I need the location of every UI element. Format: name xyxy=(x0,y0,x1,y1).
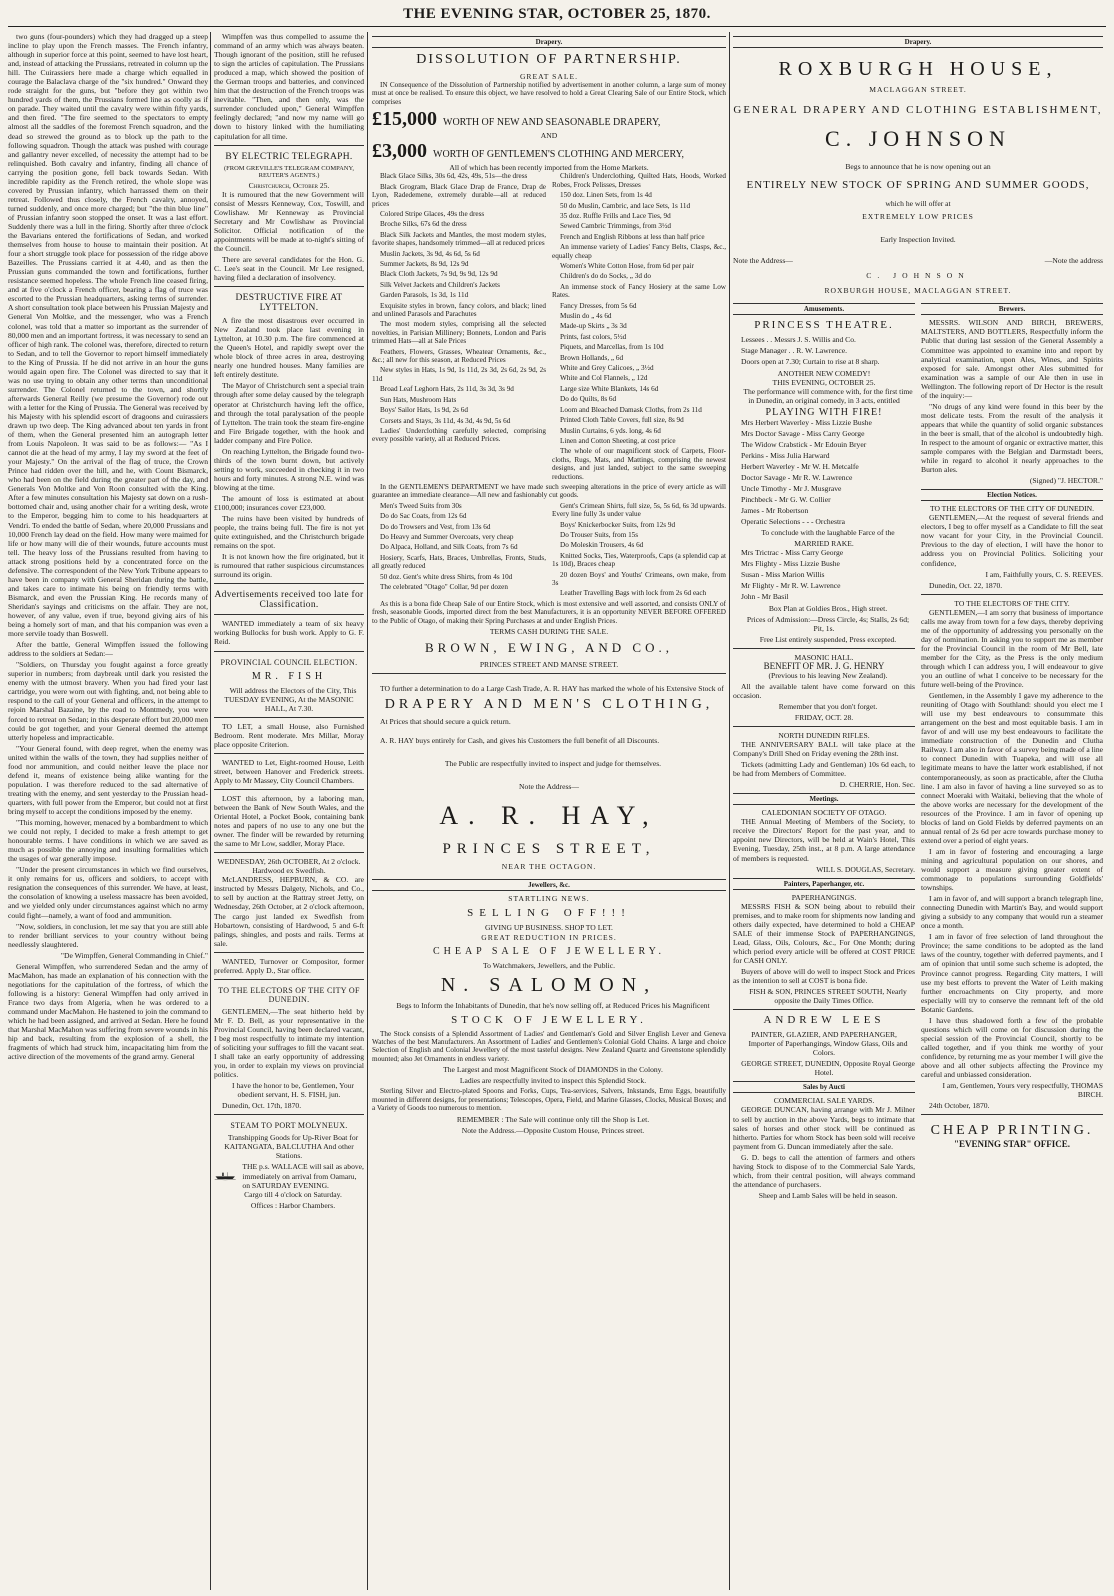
ad-date: Dunedin, Oct. 22, 1870. xyxy=(929,580,1003,590)
price-list-left xyxy=(372,172,546,483)
price-item: Piquets, and Marcellas, from 1s 10d xyxy=(560,343,664,352)
classified-ad: McLANDRESS, HEPBURN, & CO. are instructed by Messrs Dalgety, Nichols, and Co., to sell by auction at the Rattray street Jetty, on Wednesday, 26th October, at 2 o'clock afternoon, The cargo just landed ex Swedfish from Hobartown, consisting of Hardwood, 5 and 6-ft palings, shingles, and posts and rails. Terms at sale. xyxy=(214,875,364,948)
section-subheading: (FROM GREVILLE'S TELEGRAM COMPANY, REUTER'S AGENTS.) xyxy=(224,164,354,179)
article-paragraph: There are several candidates for the Hon. G. C. Lee's seat in the Council. Mr Lee resigned, having filed a declaration of insolvency. xyxy=(214,254,364,283)
price-item: Large size White Blankets, 14s 6d xyxy=(560,384,659,393)
ad-paragraph: A. R. HAY buys entirely for Cash, and gives his Customers the full benefit of all Discounts. xyxy=(380,736,660,746)
hay-name: A. R. HAY, xyxy=(439,801,659,831)
steamer-ad xyxy=(214,1162,364,1189)
classified-ad: Transhipping Goods for Up-River Boat for KAITANGATA, BALCLUTHA And other Stations. xyxy=(224,1133,359,1161)
ad-heading: DISSOLUTION OF PARTNERSHIP. xyxy=(416,52,682,67)
ad-paragraph: REMEMBER : The Sale will continue only till the Shop is Let. xyxy=(456,1114,650,1124)
ad-heading: BENEFIT OF MR. J. G. HENRY xyxy=(763,660,885,671)
brewers-elections-subcolumn xyxy=(921,299,1103,1202)
amount-text: WORTH OF GENTLEMEN'S CLOTHING AND MERCERY, xyxy=(433,149,685,161)
price-item: Children's do do Socks, „ 3d do xyxy=(560,272,651,281)
cast-line: Susan - Miss Marion Willis xyxy=(741,570,825,580)
cast-line: The Widow Crabstick - Mr Edouin Bryer xyxy=(741,439,867,449)
price-item: Do Alpaca, Holland, and Silk Coats, from 7s 6d xyxy=(380,543,518,552)
price-item: Summer Jackets, 8s 9d, 12s 9d xyxy=(380,260,469,269)
salomon-name: N. SALOMON, xyxy=(440,973,658,996)
firm-name: BROWN, EWING, AND CO., xyxy=(425,640,673,656)
column-divider xyxy=(210,32,211,1590)
divider xyxy=(214,979,364,980)
masthead-rule xyxy=(8,26,1106,27)
ad-line: Remember that you don't forget. xyxy=(778,701,878,711)
ad-paragraph: At Prices that should secure a quick return. xyxy=(380,717,511,727)
ad-paragraph: I have thus shadowed forth a few of the probable questions which will come on for discussion during the special session of the Provincial Council, shortly to be called together, and if you think me worthy of your confidence, by returning me as your member I will give the above and all other subjects affecting the Province my careful and unbiassed consideration. xyxy=(921,1015,1103,1080)
column-divider xyxy=(729,32,730,1590)
johnson-name: C. JOHNSON xyxy=(825,126,1011,152)
price-item: Black Glace Silks, 30s 6d, 42s, 49s, 51s—the dress xyxy=(380,172,528,181)
ad-line: GEORGE STREET, DUNEDIN, Opposite Royal George Hotel. xyxy=(741,1059,915,1078)
lower-columns xyxy=(733,299,1103,1202)
ad-address: MACLAGGAN STREET. xyxy=(869,85,967,94)
divider xyxy=(214,1114,364,1115)
ad-paragraph: GEORGE DUNCAN, having arrange with Mr J. Milner to sell by auction in the above Yards, begs to intimate that sales of horses and other stock will be continued as hitherto. Parties for whom Stock has been sold will receive payment from G. Duncan immediately after the sale. xyxy=(733,1105,915,1151)
cast-line: James - Mr Robertson xyxy=(741,506,809,516)
cast-line: John - Mr Basil xyxy=(741,592,789,602)
article-paragraph: Wimpffen was thus compelled to assume the command of an army which was always beaten. Though ignorant of the position, still he refused to sign the articles of capitulation. The Prussians produced a map, which showed the position of the German troops and batteries, and convinced him that the destruction of the French troops was inevitable. "Then, and then only, was the surrender concluded upon," General Wimpffen feelingly declared; "and now my name will go down to history linked with the humiliating capitulation for all time. xyxy=(214,32,364,141)
ad-terms: TERMS CASH DURING THE SALE. xyxy=(489,627,609,637)
classified-ad: Will address the Electors of the City, This TUESDAY EVENING, At the MASONIC HALL, At 7.30. xyxy=(224,685,357,713)
classified-ad: LOST this afternoon, by a laboring man, between the Bank of New South Wales, and the Oriental Hotel, a Pocket Book, containing bank notes and papers of no use to any one but the owner. The finder will be rewarded by returning the same to Mr Low, saddler, Moray Place. xyxy=(214,793,364,849)
price-item: Muslin Curtains, 6 yds. long, 4s 6d xyxy=(560,426,661,435)
ad-heading: PROVINCIAL COUNCIL ELECTION. xyxy=(220,657,358,667)
ad-paragraph: GENTLEMEN,—I am sorry that business of importance calls me away from town for a few days, thereby depriving me of the opportunity of addressing you personally on the day of nomination. In asking you to support me as member for the Provincial Council in the room of Mr Bell, late member for the City, as the Press is the only medium through which I can address you, I will endeavour to give you an outline of what I conceive to be necessary for the future well-being of the Province. xyxy=(921,607,1103,690)
price-item: Do Moleskin Trousers, 4s 6d xyxy=(560,541,644,550)
article-paragraph: It is not known how the fire originated, but it is rumoured that rather suspicious circumstances surround its origin. xyxy=(214,552,364,580)
cast-line: Perkins - Miss Julia Harward xyxy=(741,450,830,460)
article-paragraph: "Under the present circumstances in which we find ourselves, it only remains for us, officers and soldiers, to accept with resignation the consequences of this surrender. We have, at least, the consolation of knowing a useless massacre has been avoided, and we yielded only under circumstances against which no army could fight—namely, a want of food and ammunition. xyxy=(8,865,208,920)
price-item: Prints, fast colors, 5½d xyxy=(560,332,627,341)
column-divider xyxy=(367,32,368,1590)
price-item: 50 doz. Gent's white dress Shirts, from 4s 10d xyxy=(380,572,513,581)
price-item: Garden Parasols, 1s 3d, 1s 11d xyxy=(380,291,469,300)
ad-date: 24th October, 1870. xyxy=(929,1101,990,1111)
price-item: Ladies' Underclothing carefully selected, comprising every possible variety, all at Reduced Prices. xyxy=(372,426,546,444)
price-item: An immense stock of Fancy Hosiery at the same Low Rates. xyxy=(552,282,726,300)
ad-paragraph: All the available talent have come forward on this occasion. xyxy=(733,681,915,700)
amount: £3,000 xyxy=(372,140,427,163)
dateline: Christchurch, October 25. xyxy=(248,180,330,190)
column-war-news xyxy=(8,32,208,1590)
price-item: 50 do Muslin, Cambric, and lace Sets, 1s 11d xyxy=(560,201,691,210)
price-item: 35 doz. Ruffle Frills and Lace Ties, 9d xyxy=(560,211,671,220)
ad-paragraph: Buyers of above will do well to inspect Stock and Prices as the intention to sell at COST is bona fide. xyxy=(733,967,915,986)
article-paragraph: "Your General found, with deep regret, when the enemy was united within the walls of the town, they had supplies neither of food nor ammunition, and could neither leave the place nor defend it, means of existence being alike wanting for the population. I was therefore reduced to the sad alternative of treating with the enemy, and sent yesterday to the Prussian head-quarters, with full power from the Emperor, but could not at first bring myself to accept the conditions imposed by the enemy. xyxy=(8,743,208,816)
ad-line: Stage Manager . . R. W. Lawrence. xyxy=(741,346,848,356)
cast-line: Mrs Trictrac - Miss Carry George xyxy=(741,548,844,558)
ad-paragraph: As this is a bona fide Cheap Sale of our Entire Stock, which is most extensive and well assorted, and consists ONLY of fresh, seasonable Goods, imported direct from the best Manufacturers, it is an opportunity NEVER BEFORE OFFERED to the Public of Otago, of making their Spring Purchases at and under English Prices. xyxy=(372,599,726,625)
cast-line: Mrs Herbert Waverley - Miss Lizzie Bushe xyxy=(741,417,872,427)
roxburgh-name: ROXBURGH HOUSE, xyxy=(778,58,1058,80)
price-item: 150 doz. Linen Sets, from 1s 4d xyxy=(560,191,652,200)
classified-ad: WANTED to Let, Eight-roomed House, Leith street, between Hanover and Frederick streets. Apply to Mr Massey, City Council Chambers. xyxy=(214,757,364,785)
price-item: Broad Leaf Leghorn Hats, 2s 11d, 3s 3d, 3s 9d xyxy=(380,385,514,394)
price-item: Boys' Sailor Hats, 1s 9d, 2s 6d xyxy=(380,406,468,415)
ad-paragraph: The Public are respectfully invited to inspect and judge for themselves. xyxy=(444,759,662,769)
ad-signature: (Signed) "J. HECTOR." xyxy=(1029,476,1103,486)
ad-date: Dunedin, Oct. 17th, 1870. xyxy=(222,1101,302,1111)
divider xyxy=(214,583,364,584)
ad-line: Box Plan at Goldies Bros., High street. xyxy=(768,603,888,613)
ad-line: (Previous to his leaving New Zealand). xyxy=(768,670,888,680)
ad-paragraph: MESSRS FISH & SON being about to rebuild their premises, and to make room for shipments now landing and others daily expected, have determined to hold a CHEAP SALE of their immense Stock of PAPERHANGINGS, Lead, Glass, Oils, Colours, &c., For One Month; during which period every article will be offered at COST PRICE for CASH ONLY. xyxy=(733,901,915,965)
price-list xyxy=(372,172,726,483)
ad-heading: GENERAL DRAPERY AND CLOTHING ESTABLISHMENT, xyxy=(733,104,1103,117)
section-label: Amusements. xyxy=(733,303,915,315)
ad-signature: I am, Faithfully yours, C. S. REEVES. xyxy=(985,569,1103,579)
johnson-name-small: C. JOHNSON xyxy=(866,271,970,281)
section-label: Brewers. xyxy=(921,303,1103,315)
ad-heading: CALEDONIAN SOCIETY OF OTAGO. xyxy=(761,808,887,818)
ad-subheading: To Watchmakers, Jewellers, and the Public. xyxy=(483,960,615,970)
ad-paragraph: "No drugs of any kind were found in this beer by the most delicate tests. From the result of the analysis it appears that while the quantity of solid organic substances in the beer is small, that of the alcohol is undoubtedly high. In respect to the amount of organic or extractive matter, this sample compares with the Belgian and Darmstadt beers, while in regard to alcohol it nearly approaches to the Burton ales. xyxy=(921,401,1103,475)
divider xyxy=(214,145,364,146)
ad-paragraph: The performance will commence with, for the first time in Dunedin, an original comedy, in 3 acts, entitled xyxy=(743,386,913,405)
note-address-line xyxy=(733,256,1103,265)
ad-paragraph: Gentlemen, in the Assembly I gave my adherence to the reuniting of Otago with Southland: should you elect me I will use my best endeavours to consummate this arrangement on the best and most equitable basis. I am in favor of and will use my best endeavours to facilitate the immediate construction of the Dunedin and Clutha Railway. I am also in favor of a survey being made of a line to connect Dunedin with Tuapeka, and will use all legitimate means to have the latter work established, if not contemporaneously, as soon as practicable, after the Clutha line. I am also in favor of having a line surveyed so as to connect Moeraki with Waitaki, believing that the whole of the above works are necessary for the development of the resources of the Province. I am in favor of opening up blocks of land on Gold Fields by deferred payments on an annual rental of 2s 6d per acre towards purchase money to extend over a period of eight years. xyxy=(921,691,1103,845)
ad-line: Importer of Paperhangings, Window Glass, Oils and Colors. xyxy=(748,1039,908,1058)
ad-paragraph: THE ANNIVERSARY BALL will take place at the Company's Drill Shed on Friday evening the 28th inst. xyxy=(733,740,915,759)
article-paragraph: "Soldiers, on Thursday you fought against a force greatly superior in numbers; from daybreak until dark you resisted the enemy with the utmost bravery. When you had fired your last cartridge, you were worn out with fighting, and, not being able to respond to the call of your General and officers, in the attempt to rejoin Marshal Bazaine, by the road to Montmedy, you were forced to retreat on Sedan; in this desperate effort but 20,000 men could be got together, and your General deemed the attempt utterly hopeless and impracticable. xyxy=(8,660,208,742)
firm-address: PRINCES STREET AND MANSE STREET. xyxy=(479,660,619,670)
price-item: Made-up Skirts „ 3s 3d xyxy=(560,322,627,331)
article-paragraph: General Wimpffen, who surrendered Sedan and the army of MacMahon, has made an explanation of his connection with the negotiations for the capitulation of the fortress, of which the following is a history: General Wimpffen had only arrived in France two days from Algeria, when he was ordered to a command under MacMahon. He hastened to join the command to which he had been assigned, and arrived at Sedan. Here he found that Marshal MacMahon was suffering from severe wounds in his hip and back, resulting from the explosion of a shell, the fragments of which had struck him, incapacitating him from the active direction of the movements of the grand army. General xyxy=(8,961,208,1062)
cast-line: Operatic Selections - - - Orchestra xyxy=(741,517,845,527)
ad-subheading: "EVENING STAR" OFFICE. xyxy=(953,1139,1071,1150)
divider xyxy=(214,651,364,652)
ad-paragraph: which he will offer at xyxy=(885,199,951,209)
article-paragraph: The ruins have been visited by hundreds of people, the trains being full. The fire is not yet quite extinguished, and the Christchurch brigade remains on the spot. xyxy=(214,514,364,551)
article-paragraph: On reaching Lyttelton, the Brigade found two-thirds of the town burnt down, but actively setting to work, succeeded in checking it in two hours and forty minutes. A strong N.E. wind was blowing at the time. xyxy=(214,446,364,492)
ad-heading: ENTIRELY NEW STOCK OF SPRING AND SUMMER GOODS, xyxy=(746,179,1090,192)
ad-heading: CHEAP PRINTING. xyxy=(930,1123,1094,1139)
cast-line: Herbert Waverley - Mr W. H. Metcalfe xyxy=(741,461,859,471)
divider xyxy=(372,673,726,674)
ad-heading: DRAPERY AND MEN'S CLOTHING, xyxy=(384,697,714,713)
price-item: Fancy Dresses, from 5s 6d xyxy=(560,301,637,310)
ad-note: All of which has been recently imported from the Home Markets. xyxy=(449,163,649,173)
ad-heading: SELLING OFF!!! xyxy=(467,907,631,920)
ad-signature: I have the honor to be, Gentlemen, Your obedient servant, H. S. FISH, jun. xyxy=(232,1081,354,1100)
price-item: Printed Cloth Table Covers, full size, 8s 9d xyxy=(560,416,684,425)
divider xyxy=(214,789,364,790)
article-signature: "De Wimpffen, General Commanding in Chief." xyxy=(60,950,208,960)
cast-line: Mrs Doctor Savage - Miss Carry George xyxy=(741,428,865,438)
hay-near: NEAR THE OCTAGON. xyxy=(501,862,597,872)
divider xyxy=(921,594,1103,595)
cast-line: Doctor Savage - Mr R. W. Lawrence xyxy=(741,472,853,482)
gents-price-list xyxy=(372,502,726,600)
price-item: Colored Stripe Glaces, 49s the dress xyxy=(380,209,485,218)
ad-paragraph: Begs to announce that he is now opening out an xyxy=(845,162,991,172)
cast-line: Mr Flighty - Mr R. W. Lawrence xyxy=(741,581,841,591)
auction-subheading: Hardwood ex Swedfish. xyxy=(252,866,326,876)
classified-ad: WANTED, Turnover or Compositor, former preferred. Apply D., Star office. xyxy=(214,956,364,975)
section-heading: BY ELECTRIC TELEGRAPH. xyxy=(225,151,353,162)
price-item: Brown Hollands, „ 6d xyxy=(560,353,624,362)
section-label: Jewellers, &c. xyxy=(372,879,726,891)
ad-signature: D. CHERRIE, Hon. Sec. xyxy=(839,780,915,790)
price-item: Black Grogram, Black Glace Drap de France, Drap de Lyon, Radedemene, extremely durable—all at reduced prices xyxy=(372,182,546,208)
price-item: Loom and Bleached Damask Cloths, from 2s 11d xyxy=(560,405,702,414)
play-title: MARRIED RAKE. xyxy=(794,539,854,549)
amount-text: WORTH OF NEW AND SEASONABLE DRAPERY, xyxy=(443,117,661,129)
price-item: Feathers, Flowers, Grasses, Wheatear Ornaments, &c., &c.; all new for this season, at Reduced Prices xyxy=(372,347,546,365)
classified-ad: Offices : Harbor Chambers. xyxy=(250,1200,336,1210)
ad-address: ROXBURGH HOUSE, MACLAGGAN STREET. xyxy=(824,286,1012,296)
price-item: The most modern styles, comprising all the selected novelties, in Parisian Millinery; Bonnets, London and Paris trimmed Hats—all at Sale Prices xyxy=(372,320,546,346)
article-paragraph: After the battle, General Wimpffen issued the following address to the soldiers at Sedan:— xyxy=(8,640,208,659)
section-label: Meetings. xyxy=(733,793,915,805)
divider xyxy=(214,286,364,287)
ad-heading: PAPERHANGINGS. xyxy=(791,892,857,902)
ad-paragraph: TO further a determination to do a Large Cash Trade, A. R. HAY has marked the whole of his Extensive Stock of xyxy=(380,684,724,694)
ad-subheading: GIVING UP BUSINESS. SHOP TO LET. xyxy=(485,923,613,933)
ad-heading: STARTLING NEWS. xyxy=(508,894,590,904)
section-label: Drapery. xyxy=(733,36,1103,48)
ad-heading: COMMERCIAL SALE YARDS. xyxy=(773,1096,875,1106)
ad-heading: ANOTHER NEW COMEDY! xyxy=(777,368,871,378)
ad-paragraph: MESSRS. WILSON AND BIRCH, BREWERS, MALTSTERS, AND BOTTLERS, Respectfully inform the Public that during last session of the General Assembly a Committee was appointed to examine into and report by analytical examination, upon Ales, Wines, and Spirits exposed for sale. Amongst other Ales submitted for examination was a sample of our Ale then in use in Wellington. The following report of Dr Hector is the result of the inquiry:— xyxy=(921,318,1103,400)
price-item: Boys' Knickerbocker Suits, from 12s 9d xyxy=(560,520,676,529)
ad-heading: MASONIC HALL. xyxy=(794,652,854,662)
ad-paragraph: Tickets (admitting Lady and Gentleman) 10s 6d each, to be had from Members of Committee. xyxy=(733,760,915,779)
ad-heading: CHEAP SALE OF JEWELLERY. xyxy=(432,945,666,957)
price-item: Exquisite styles in brown, fancy colors, and black; lined and unlined Parasols and Parachutes xyxy=(372,301,546,319)
price-item: An immense variety of Ladies' Fancy Belts, Clasps, &c., equally cheap xyxy=(552,243,726,260)
ad-paragraph: In the GENTLEMEN'S DEPARTMENT we have made such sweeping alterations in the price of every article as will guarantee an immediate clearance—All new and fashionably cut goods. xyxy=(372,482,726,500)
ad-line: Sheep and Lamb Sales will be held in season. xyxy=(758,1190,898,1200)
ad-paragraph: THE Annual Meeting of Members of the Society, to receive the Directors' Report for the past year, and to appoint new Directors, will be held at Wain's Hotel, This Evening, Tuesday, 25th inst., at 8 p.m. A large attendance of members is requested. xyxy=(733,817,915,863)
ad-signature: FISH & SON, PRINCES STREET SOUTH, Nearly opposite the Daily Times Office. xyxy=(749,987,907,1006)
amount-line xyxy=(372,140,726,163)
ad-heading: THIS EVENING, OCTOBER 25. xyxy=(772,377,876,387)
masthead: THE EVENING STAR, OCTOBER 25, 1870. xyxy=(403,6,711,22)
article-paragraph: A fire the most disastrous ever occurred in New Zealand took place last evening in Lyttelton, at 10.30 p.m. The fire commenced at the Queen's Hotel, and rapidly swept over the whole block of three acres in area, destroying nearly one hundred houses. Many families are left entirely destitute. xyxy=(214,316,364,380)
price-item: The whole of our magnificent stock of Carpets, Floor-cloths, Rugs, Mats, and Mattings, comprising the newest designs, and just landed, subject to the same sweeping reductions. xyxy=(552,447,726,481)
ad-paragraph: GENTLEMEN,—At the request of several friends and electors, I beg to offer myself as a Candidate to fill the seat now vacant for your City, in the Provincial Council. Previous to the day of election, I will have the honor to address you on Provincial Politics. Soliciting your confidence, xyxy=(921,513,1103,568)
article-paragraph: The Mayor of Christchurch sent a special train through after some delay caused by the telegraph operator at Christchurch having left the office, and through the total paralysation of the people of Lyttelton. The train took the steam fire-engine and Fire Brigade together, with the hook and ladder company and Fire Police. xyxy=(214,381,364,445)
ad-subheading: PAINTER, GLAZIER, AND PAPERHANGER, xyxy=(751,1030,897,1040)
classified-ad: WANTED immediately a team of six heavy working Bullocks for bush work. Apply to G. F. Reid. xyxy=(214,619,364,647)
divider xyxy=(733,1009,915,1010)
ad-heading: PRINCESS THEATRE. xyxy=(754,319,894,332)
conjunction: AND xyxy=(540,131,558,141)
price-item: Sewed Cambric Trimmings, from 3½d xyxy=(560,222,672,231)
ad-heading: NORTH DUNEDIN RIFLES. xyxy=(778,731,870,741)
divider xyxy=(214,717,364,718)
price-item: Women's White Cotton Hose, from 6d per pair xyxy=(560,262,694,271)
divider xyxy=(214,952,364,953)
price-item: Gent's Crimean Shirts, full size, 5s, 5s 6d, 6s 3d upwards. Every line fully 3s under value xyxy=(552,501,726,519)
ad-heading: ANDREW LEES xyxy=(763,1014,885,1027)
price-item: Do do Trowsers and Vest, from 13s 6d xyxy=(380,522,491,531)
price-list-right xyxy=(552,172,726,483)
ad-paragraph: Early Inspection Invited. xyxy=(880,235,956,245)
ad-heading: STEAM TO PORT MOLYNEUX. xyxy=(230,1121,348,1131)
price-item: Linen and Cotton Sheeting, at cost price xyxy=(560,436,676,445)
price-item: Hosiery, Scarfs, Hats, Braces, Umbrellas, Fronts, Studs, all greatly reduced xyxy=(372,553,546,571)
column-drapery-jewellery xyxy=(372,32,726,1590)
ad-heading: TO THE ELECTORS OF THE CITY OF DUNEDIN. xyxy=(218,985,360,1004)
section-heading: DESTRUCTIVE FIRE AT LYTTELTON. xyxy=(235,293,343,314)
ad-subheading: GREAT REDUCTION IN PRICES. xyxy=(481,932,617,942)
ad-paragraph: Ladies are respectfully invited to inspect this Splendid Stock. xyxy=(459,1076,647,1086)
auction-date: WEDNESDAY, 26th OCTOBER, At 2 o'clock. xyxy=(217,857,361,867)
article-paragraph: "This morning, however, menaced by a bombardment to which we could not reply, I decided to make a fresh attempt to get honourable terms. I have conditions in which we are saved as much as possible the annoying and insulting formalities which the usages of war generally impose. xyxy=(8,818,208,864)
note-address-right: —Note the address xyxy=(1044,256,1103,266)
ad-heading: TO THE ELECTORS OF THE CITY. xyxy=(954,598,1070,608)
price-item: Silk Velvet Jackets and Children's Jackets xyxy=(380,280,500,289)
price-item: Do do Quilts, 8s 6d xyxy=(560,395,617,404)
ad-intro: IN Consequence of the Dissolution of Partnership notified by advertisement in another column, a large sum of money must at once be realised. To ensure this object, we have resolved to hold a Great Clearing Sale of our Entire Stock, which comprises xyxy=(372,81,726,106)
ad-signature: I am, Gentlemen, Yours very respectfully, THOMAS BIRCH. xyxy=(942,1081,1103,1100)
ad-paragraph: Note the Address.—Opposite Custom House, Princes street. xyxy=(461,1125,645,1135)
section-heading: Advertisements received too late for Classification. xyxy=(214,590,364,611)
article-paragraph: It is rumoured that the new Government will consist of Messrs Kenneway, Cox, Toswill, and Cowlishaw. Mr Kenneway as Provincial Secretary and Mr Cowlishaw as Provincial Solicitor. Official notification of the appointments will be made at to-night's sitting of the Council. xyxy=(214,189,364,253)
section-label: Drapery. xyxy=(372,36,726,48)
amount: £15,000 xyxy=(372,108,437,131)
section-label: Painters, Paperhanger, etc. xyxy=(733,878,915,890)
section-label: Sales by Aucti xyxy=(733,1081,915,1093)
price-item: Corsets and Stays, 3s 11d, 4s 3d, 4s 9d, 5s 6d xyxy=(380,416,511,425)
ad-line: Doors open at 7.30; Curtain to rise at 8 sharp. xyxy=(741,357,880,367)
steamer-icon xyxy=(214,1165,236,1187)
classified-ad: TO LET, a small House, also Furnished Bedroom. Rent moderate. Mrs Millar, Moray place opposite Criterion. xyxy=(214,721,364,749)
divider xyxy=(733,648,915,649)
ad-line: Free List entirely suspended, Press excepted. xyxy=(759,634,897,644)
price-item: Do Trouser Suits, from 15s xyxy=(560,530,639,539)
price-item: Sun Hats, Mushroom Hats xyxy=(380,395,457,404)
price-item: Do do Sac Coats, from 12s 6d xyxy=(380,512,467,521)
ad-heading: TO THE ELECTORS OF THE CITY OF DUNEDIN. xyxy=(929,504,1095,514)
ad-paragraph: Sterling Silver and Electro-plated Spoons and Forks, Cups, Tea-services, Salvers, Inkstands, Emu Eggs, beautifully mounted in different designs, for presentations; Telescopes, Opera, Field, and Marine Glasses, Clocks, Musical Boxes; and a Variety of Goods too numerous to mention. xyxy=(372,1087,726,1113)
price-item: Muslin Jackets, 3s 9d, 4s 6d, 5s 6d xyxy=(380,249,480,258)
price-item: Black Silk Jackets and Mantles, the most modern styles, favorite shapes, handsomely trimmed—all at reduced prices xyxy=(372,230,546,248)
price-item: Knitted Socks, Ties, Waterproofs, Caps (a splendid cap at 1s 10d), Braces cheap xyxy=(552,551,726,569)
ad-heading: STOCK OF JEWELLERY. xyxy=(451,1013,647,1026)
ad-paragraph: The Stock consists of a Splendid Assortment of Ladies' and Gentleman's Gold and Silver English Lever and Geneva Watches of the best Manufacturers. An Assortment of Ladies' and Gentlemen's Colonial Gold Chains. A large and choice Selection of English and Colonial Jewellery of the most tasteful designs. New Zealand Quartz and Greenstone splendidly mounted; also Jet Ornaments in endless variety. xyxy=(372,1029,726,1063)
cast-line: Mrs Flighty - Miss Lizzie Bushe xyxy=(741,559,840,569)
price-item: Children's Underclothing, Quilted Hats, Hoods, Worked Robes, Frock Pelisses, Dresses xyxy=(552,172,726,189)
article-paragraph: The amount of loss is estimated at about £100,000; insurances cover £23,000. xyxy=(214,493,364,513)
price-item: New styles in Hats, 1s 9d, 1s 11d, 2s 3d, 2s 6d, 2s 9d, 2s 11d xyxy=(372,366,546,383)
price-item: White and Grey Calicoes, „ 3½d xyxy=(560,364,654,373)
price-item: French and English Ribbons at less than half price xyxy=(560,232,705,241)
note-address: Note the Address— xyxy=(733,256,793,266)
divider xyxy=(214,753,364,754)
price-item: Men's Tweed Suits from 30s xyxy=(380,501,462,510)
cast-line: Uncle Timothy - Mr J. Musgrave xyxy=(741,483,842,493)
divider xyxy=(214,614,364,615)
play-title: PLAYING WITH FIRE! xyxy=(765,406,883,418)
price-item: Black Cloth Jackets, 7s 9d, 9s 9d, 12s 9d xyxy=(380,270,498,279)
candidate-name: MR. FISH xyxy=(251,670,327,682)
classified-ad: GENTLEMEN,—The seat hitherto held by Mr F. D. Bell, as your representative in the Provincial Council, having been declared vacant, I beg most respectfully to intimate my intention of soliciting your suffrages to fill the vacant seat. I shall take an early opportunity of addressing you, in order to explain my views on provincial politics. xyxy=(214,1006,364,1080)
divider xyxy=(214,852,364,853)
column-amusements-elections xyxy=(733,32,1103,1590)
ad-heading: FRIDAY, OCT. 28. xyxy=(794,712,854,722)
classified-ad: Cargo till 4 o'clock on Saturday. xyxy=(244,1189,342,1199)
cast-line: Pinchbeck - Mr G. W. Collier xyxy=(741,495,831,505)
ad-paragraph: To conclude with the laughable Farce of the xyxy=(761,528,895,538)
ad-paragraph: I am in favor of, and will support a branch telegraph line, connecting Dunedin with Martin's Bay, and would support giving a subsidy to any company that would run a steamer once a month. xyxy=(921,894,1103,931)
price-item: Leather Travelling Bags with lock from 2s 6d each xyxy=(560,589,707,598)
ad-paragraph: G. D. begs to call the attention of farmers and others having Stock to dispose of to the Commercial Sale Yards, which, from their central position, will always command the attendance of purchasers. xyxy=(733,1152,915,1189)
price-item: Broche Silks, 67s 6d the dress xyxy=(380,220,467,229)
amusements-subcolumn xyxy=(733,299,915,1202)
price-item: White and Col Flannels, „ 12d xyxy=(560,374,648,383)
ad-line: Prices of Admission:—Dress Circle, 4s; Stalls, 2s 6d; Pit, 1s. xyxy=(746,614,910,633)
divider xyxy=(921,1114,1103,1115)
article-paragraph: "Now, soldiers, in conclusion, let me say that you are still able to render brilliant services to your country without being needlessly slaughtered. xyxy=(8,921,208,949)
price-item: 20 dozen Boys' and Youths' Crimeans, own make, from 3s xyxy=(552,570,726,588)
price-item: Muslin do „ 4s 6d xyxy=(560,312,612,321)
ad-line: Lessees . . Messrs J. S. Willis and Co. xyxy=(741,335,856,345)
price-item: The celebrated "Otago" Collar, 9d per dozen xyxy=(380,583,508,592)
article-paragraph: two guns (four-pounders) which they had dragged up a steep incline to play upon the French masses. The French infantry, although in superior force at this point, seemed to have lost heart, and, instead of attacking the Prussians, retreated in column up the hill. The Cuirassiers here made a charge which equalled in courage the Balaclava charge of the "six hundred." Onward they rode straight for the guns, but "before they got within two hundred yards of them, the Prussians formed line as coolly as if on parade. They waited until the cavalry were within fifty yards, and then fired. "The fire seemed to the spectators to empty almost all the saddles of the foremost French squadron, and the dead so strewed the ground as to block up the path to the following squadron. Though the attack was pushed with courage and gallantry never excelled, of necessity the attempt had to be relinquished. Both cavalry and infantry, finding all chance of carrying the position gone, fell back towards Sedan. With incredible rapidity as the French retired, the whole slope was covered by Prussian infantry, which harrassed them on their retreat. Followed thus closely, the French cavalry, annoyed, turned suddenly, and once more charged; but "the thin blue line" of Prussian infantry soon stopped the onset. It was a last effort. Suddenly there was a lull in the firing. Shortly after three o'clock the Bavarians entered the fortifications of Sedan, and worked themselves from house to house to maintain their position. At four a short struggle took place for possession of the ridge above Bazeilles. The Prussians carried it at 4.40, and as then the Prussian guns commanded the town and fortifications, further resistance seemed hopeless. The whole French line ceased firing, and at five o'clock a French officer, bearing a flag of truce was escorted to the Prussian headquarters, asking terms of surrender. A short consultation took place between his Prussian Majesty and General Von Moltke, and the messenger, who was a French colonel, was told that a matter so important as the surrender of 80,000 men and an important fortress, it was necessary to send an officer of high rank. The colonel was, therefore, directed to return to Sedan, and to tell the Governor to report himself immediately to the King of Prussia. If he did not arrive in an hour the guns would again open fire. The Colonel was directed to say that it was no use trying to obtain any other terms than unconditional surrender. The Colonel returned to the town, and shortly afterwards General Reilly (we presume the Governor) rode out with a letter for the King of Prussia. The General was received by his Majesty with his splendid escort of dragoons and cuirassiers drawn up two deep. The King advanced about ten yards in front of them, when the General presented him an autograph letter from Louis Napoleon. It was said to be as follows:— "As I cannot die at the head of my army, I lay my sword at the feet of your Majesty." On the arrival of the flag of truce, the Crown Prince had ridden over the hill, and he, with Count Bismarck, who had been on the field during the greater part of the day, and Generals Von Moltke and Von Roon consulted with the King. After a few minutes consultation his Majesty sat down on a rush-bottomed chair and, using another chair for a writing desk, wrote to the Emperor, begging him to come to his headquarters at Vendri. To ended the battle of Sedan, where 20,000 Prussians and 10,000 French lay dead on the field. How many were maimed for life or how many will die of their wounds, future accounts must tell. The heavy loss of the Prussians resulted from having to attack strong positions held by a concentrated force on the defensive. The correspondent of the New York Tribune appears to have been in company with General Sheridan during the battle, and takes care to intimate his being on friendly terms with Bismarck, and even the Prussian King. He records many of Sheridan's sayings and criticisms on the affair. They are not, however, of any value, even if true, beyond giving airs of his being a homely sort of man, and that his companion was even a more servile toady than Boswell. xyxy=(8,32,208,639)
ad-subheading: GREAT SALE. xyxy=(519,72,579,81)
ad-paragraph: Begs to Inform the Inhabitants of Dunedin, that he's now selling off, at Reduced Prices his Magnificent xyxy=(396,1000,710,1010)
section-label: Election Notices. xyxy=(921,489,1103,501)
column-telegraph xyxy=(214,32,364,1590)
amount-line xyxy=(372,108,726,131)
price-item: Do Heavy and Summer Overcoats, very cheap xyxy=(380,532,514,541)
ad-signature: WILL S. DOUGLAS, Secretary. xyxy=(816,864,915,874)
note-address: Note the Address— xyxy=(519,782,579,792)
ad-paragraph: I am in favor of free selection of land throughout the Province; the same conditions to be adopted as the land laws of the country, together with deferred payments, and I am of opinion that until some such scheme is adopted, the Province cannot progress. Regarding City matters, I will use my best efforts to prevent the Water of Leith making further encroachments on City property, and more especially will try to conserve the remnant left of the old Botanic Gardens. xyxy=(921,932,1103,1014)
ad-paragraph: The Largest and most Magnificent Stock of DIAMONDS in the Colony. xyxy=(443,1065,663,1075)
hay-street: PRINCES STREET, xyxy=(442,841,656,858)
divider xyxy=(733,726,915,727)
ad-paragraph: EXTREMELY LOW PRICES xyxy=(862,212,974,222)
ad-paragraph: I am in favor of fostering and encouraging a large mining and agricultural population on our shores, and would support a measure giving greater extent of commonage to populations surrounding Goldfields' townships. xyxy=(921,846,1103,893)
classified-ad: THE p.s. WALLACE will sail as above, immediately on arrival from Oamaru, on SATURDAY EVENING. xyxy=(242,1162,364,1190)
